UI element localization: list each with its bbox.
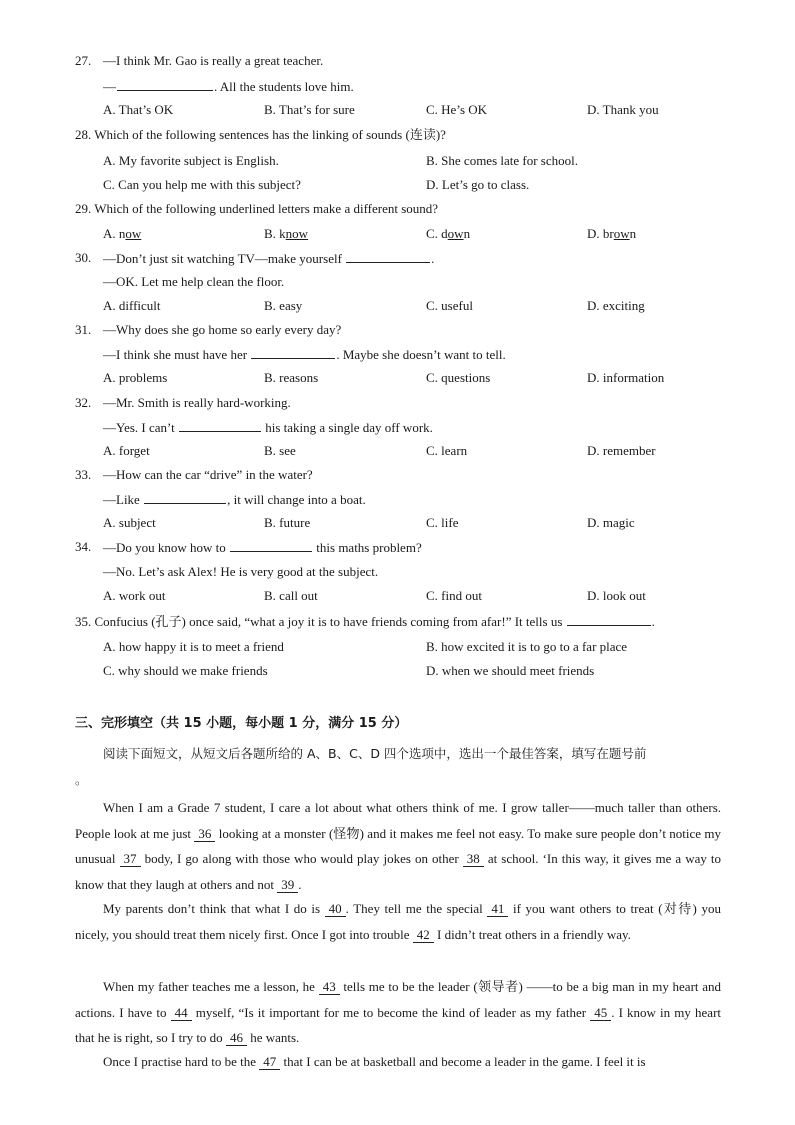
q35-option-b[interactable]: B. how excited it is to go to a far place xyxy=(426,639,628,654)
q27-option-a[interactable]: A. That’s OK xyxy=(103,102,174,117)
q31-option-b[interactable]: B. reasons xyxy=(264,370,319,385)
q28-option-c[interactable]: C. Can you help me with this subject? xyxy=(103,177,301,192)
q30-line1-suffix: . xyxy=(431,251,435,266)
q28-stem: 28. Which of the following sentences has the linking of sounds (连读)? xyxy=(75,127,446,142)
q32-line2-prefix: —Yes. I can’t xyxy=(103,420,175,435)
passage-paragraph-2 xyxy=(75,896,721,947)
q28-option-a[interactable]: A. My favorite subject is English. xyxy=(103,153,279,168)
q32-line1: —Mr. Smith is really hard-working. xyxy=(103,395,291,410)
q31-blank[interactable] xyxy=(251,346,335,359)
q33-number: 33. xyxy=(75,467,92,482)
q34-blank[interactable] xyxy=(230,539,312,552)
blank-41[interactable]: 41 xyxy=(487,902,508,917)
q34-line1 xyxy=(103,539,422,556)
q31-option-d[interactable]: D. information xyxy=(587,370,665,385)
q32-option-b[interactable]: B. see xyxy=(264,443,296,458)
p2-text-1: My parents don’t think that what I do is xyxy=(103,901,321,916)
q29-option-a[interactable] xyxy=(103,226,141,242)
p3-text-2: tells me to be the leader (领导者) ——to be a big man in my heart and actions. I have to xyxy=(75,979,722,1020)
q29-d-underlined: ow xyxy=(613,226,630,241)
q29-c-underlined: ow xyxy=(447,226,464,241)
q27-option-b[interactable]: B. That’s for sure xyxy=(264,102,355,117)
q29-option-b[interactable] xyxy=(264,226,308,242)
q30-number: 30. xyxy=(75,250,92,265)
q33-option-b[interactable]: B. future xyxy=(264,515,311,530)
q33-line2-suffix: , it will change into a boat. xyxy=(227,492,366,507)
q29-c-prefix: C. xyxy=(426,226,442,241)
q33-option-d[interactable]: D. magic xyxy=(587,515,635,530)
q34-line1-suffix: this maths problem? xyxy=(316,540,422,555)
q29-d-prefix: D. xyxy=(587,226,603,241)
section3-heading: 三、完形填空（共 15 小题，每小题 1 分，满分 15 分） xyxy=(75,716,408,731)
q30-blank[interactable] xyxy=(346,250,430,263)
q31-line2-suffix: . Maybe she doesn’t want to tell. xyxy=(336,347,506,362)
q30-line1-prefix: —Don’t just sit watching TV—make yourself xyxy=(103,251,342,266)
p1-text-1: When I am a Grade 7 student, I care a lot about what others think of me. I grow taller——much taller than others. People look at me just xyxy=(75,800,721,841)
q31-line2 xyxy=(103,346,506,363)
q29-a-underlined: ow xyxy=(125,226,142,241)
q29-option-d[interactable] xyxy=(587,226,636,242)
q30-option-d[interactable]: D. exciting xyxy=(587,298,645,313)
q29-c-post: n xyxy=(463,226,471,241)
q31-option-a[interactable]: A. problems xyxy=(103,370,168,385)
q35-stem-suffix: . xyxy=(651,614,655,629)
q27-line2-suffix: . All the students love him. xyxy=(214,79,354,94)
q27-dash: — xyxy=(103,79,116,94)
q29-d-pre: br xyxy=(602,226,614,241)
p1-text-4: at school. ‘In this way, it gives me a way to know that they laugh at others and not xyxy=(75,851,722,892)
q35-stem-prefix: 35. Confucius (孔子) once said, “what a joy it is to have friends coming from afar!” It tells us xyxy=(75,614,563,629)
p3-text-3: myself, “Is it important for me to become the kind of leader as my father xyxy=(195,1004,587,1020)
blank-47[interactable]: 47 xyxy=(259,1055,280,1070)
q27-blank[interactable] xyxy=(117,78,213,91)
q35-stem xyxy=(75,613,655,630)
q32-line2-suffix: his taking a single day off work. xyxy=(265,420,433,435)
blank-42[interactable]: 42 xyxy=(413,928,434,943)
q34-option-d[interactable]: D. look out xyxy=(587,588,646,603)
blank-44[interactable]: 44 xyxy=(171,1006,192,1021)
q32-option-d[interactable]: D. remember xyxy=(587,443,656,458)
q29-d-post: n xyxy=(629,226,637,241)
p4-text-1: Once I practise hard to be the xyxy=(103,1054,257,1069)
q30-option-c[interactable]: C. useful xyxy=(426,298,473,313)
blank-36[interactable]: 36 xyxy=(194,827,215,842)
q34-line2: —No. Let’s ask Alex! He is very good at the subject. xyxy=(103,564,379,579)
p2-text-3: if you want others to treat (对待) you nicely, you should treat them nicely first. Once I got into trouble xyxy=(75,901,721,942)
q33-line2-prefix: —Like xyxy=(103,492,140,507)
q32-option-a[interactable]: A. forget xyxy=(103,443,150,458)
q27-option-c[interactable]: C. He’s OK xyxy=(426,102,488,117)
p3-text-4: . I know in my heart that he is right, so I try to do xyxy=(75,1004,722,1045)
q27-option-d[interactable]: D. Thank you xyxy=(587,102,659,117)
q32-option-c[interactable]: C. learn xyxy=(426,443,468,458)
p3-text-5: he wants. xyxy=(250,1030,300,1045)
q27-line2 xyxy=(103,78,354,95)
q34-option-c[interactable]: C. find out xyxy=(426,588,482,603)
q29-b-prefix: B. xyxy=(264,226,280,241)
p2-text-2: . They tell me the special xyxy=(345,901,483,916)
q35-option-d[interactable]: D. when we should meet friends xyxy=(426,663,595,678)
p4-text-2: that I can be at basketball and become a leader in the game. I feel it is xyxy=(283,1054,646,1069)
blank-40[interactable]: 40 xyxy=(325,902,346,917)
p1-text-2: looking at a monster (怪物) and it makes me feel not easy. To make sure people don’t notice my unusual xyxy=(75,825,722,866)
q31-line2-prefix: —I think she must have her xyxy=(103,347,248,362)
blank-45[interactable]: 45 xyxy=(590,1006,611,1021)
q30-option-b[interactable]: B. easy xyxy=(264,298,303,313)
p2-text-4: I didn’t treat others in a friendly way. xyxy=(437,926,631,942)
q28-option-b[interactable]: B. She comes late for school. xyxy=(426,153,578,168)
passage-paragraph-1 xyxy=(75,795,721,897)
p3-text-1: When my father teaches me a lesson, he xyxy=(103,979,315,994)
q29-a-pre: n xyxy=(118,226,126,241)
q35-option-c[interactable]: C. why should we make friends xyxy=(103,663,268,678)
q29-option-c[interactable] xyxy=(426,226,470,242)
q34-option-b[interactable]: B. call out xyxy=(264,588,318,603)
section3-instruction-line1: 阅读下面短文，从短文后各题所给的 A、B、C、D 四个选项中，选出一个最佳答案，填写在题号前 xyxy=(103,746,647,761)
p1-text-3: body, I go along with those who would play jokes on other xyxy=(144,851,459,866)
q29-c-pre: d xyxy=(441,226,448,241)
q32-line2 xyxy=(103,419,433,436)
q33-line1: —How can the car “drive” in the water? xyxy=(103,467,313,482)
blank-46[interactable]: 46 xyxy=(226,1031,247,1046)
q34-number: 34. xyxy=(75,539,92,554)
q27-line1: —I think Mr. Gao is really a great teacher. xyxy=(103,53,324,68)
q29-stem: 29. Which of the following underlined letters make a different sound? xyxy=(75,201,439,216)
p1-text-5: . xyxy=(298,876,302,892)
q28-option-d[interactable]: D. Let’s go to class. xyxy=(426,177,530,192)
q31-line1: —Why does she go home so early every day? xyxy=(103,322,342,337)
q32-blank[interactable] xyxy=(179,419,261,432)
passage-paragraph-4 xyxy=(75,1049,721,1075)
q29-b-pre: k xyxy=(279,226,286,241)
q31-number: 31. xyxy=(75,322,92,337)
q29-b-underlined: now xyxy=(285,226,309,241)
blank-37[interactable]: 37 xyxy=(120,852,141,867)
passage-paragraph-3 xyxy=(75,974,721,1051)
q34-option-a[interactable]: A. work out xyxy=(103,588,166,603)
q33-option-a[interactable]: A. subject xyxy=(103,515,156,530)
q33-option-c[interactable]: C. life xyxy=(426,515,459,530)
q27-number: 27. xyxy=(75,53,92,68)
q30-line1 xyxy=(103,250,434,267)
q30-line2: —OK. Let me help clean the floor. xyxy=(103,274,285,289)
blank-43[interactable]: 43 xyxy=(319,980,340,995)
blank-38[interactable]: 38 xyxy=(463,852,484,867)
q30-option-a[interactable]: A. difficult xyxy=(103,298,161,313)
q33-blank[interactable] xyxy=(144,491,226,504)
q35-blank[interactable] xyxy=(567,613,651,626)
q35-option-a[interactable]: A. how happy it is to meet a friend xyxy=(103,639,284,654)
q32-number: 32. xyxy=(75,395,92,410)
section3-instruction-line2: 。 xyxy=(75,772,88,787)
blank-39[interactable]: 39 xyxy=(277,878,298,893)
q33-line2 xyxy=(103,491,366,508)
q29-a-prefix: A. xyxy=(103,226,119,241)
q31-option-c[interactable]: C. questions xyxy=(426,370,491,385)
q34-line1-prefix: —Do you know how to xyxy=(103,540,226,555)
